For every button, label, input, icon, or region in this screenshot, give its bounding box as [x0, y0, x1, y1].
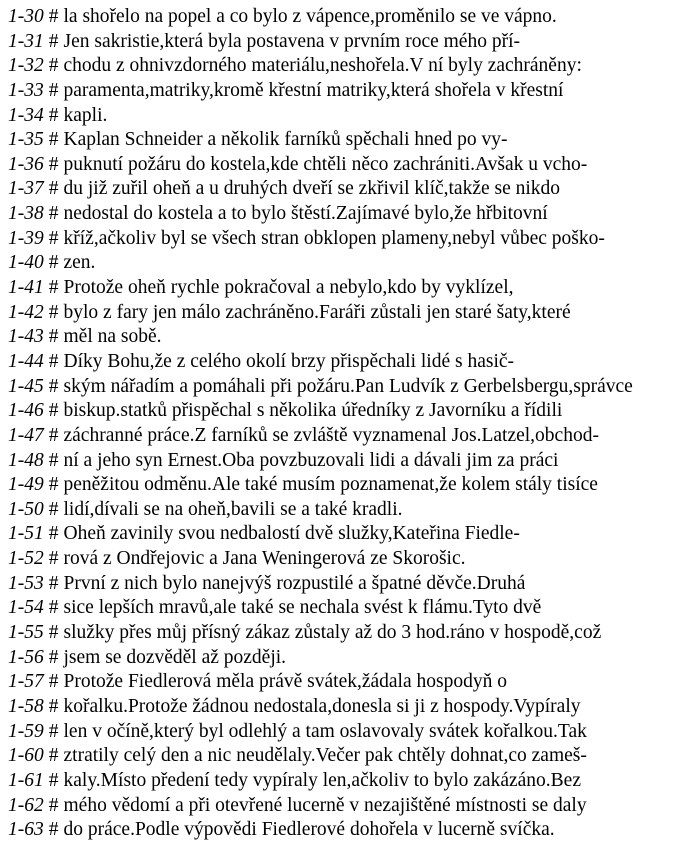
text-line	[8, 449, 696, 474]
text-line	[8, 547, 696, 572]
text-line	[8, 818, 696, 843]
line-text: Oheň zavinily svou nedbalostí dvě služky,Kateřina Fiedle-	[63, 523, 520, 545]
line-separator: #	[48, 6, 59, 27]
line-number: 1-33	[8, 79, 44, 101]
text-line	[8, 325, 696, 350]
text-line	[8, 202, 696, 227]
line-number: 1-41	[8, 277, 44, 299]
line-text: záchranné práce.Z farníků se zvláště vyznamenal Jos.Latzel,obchod-	[63, 424, 599, 446]
line-separator: #	[48, 671, 59, 693]
line-text: Jen sakristie,která byla postavena v prvním roce mého pří-	[63, 30, 520, 52]
text-line	[8, 670, 696, 695]
line-text: sice lepších mravů,ale také se nechala svést k flámu.Tyto dvě	[63, 597, 542, 619]
line-text: kříž,ačkoliv byl se všech stran obklopen plameny,nebyl vůbec poško-	[63, 227, 605, 249]
text-line	[8, 153, 696, 178]
line-text: chodu z ohnivzdorného materiálu,neshořela.V ní byly zachráněny:	[63, 55, 582, 77]
line-number: 1-37	[8, 178, 44, 200]
line-text: len v očíně,který byl odlehlý a tam oslavovaly svátek kořalkou.Tak	[63, 720, 587, 742]
line-text: peněžitou odměnu.Ale také musím poznamenat,že kolem stály tisíce	[63, 474, 598, 496]
line-separator: #	[48, 695, 59, 717]
text-line	[8, 227, 696, 252]
line-text: bylo z fary jen málo zachráněno.Faráři zůstali jen staré šaty,které	[63, 301, 571, 323]
line-text: Protože Fiedlerová měla právě svátek,žádala hospodyň o	[63, 671, 507, 693]
line-separator: #	[48, 252, 59, 274]
line-separator: #	[48, 474, 59, 496]
line-text: kaly.Místo předení tedy vypíraly len,ačkoliv to bylo zakázáno.Bez	[63, 769, 581, 791]
line-number: 1-48	[8, 449, 44, 471]
line-number: 1-56	[8, 646, 44, 668]
text-line	[8, 695, 696, 720]
line-number: 1-62	[8, 794, 44, 816]
line-text: lidí,dívali se na oheň,bavili se a také kradli.	[63, 498, 403, 520]
line-separator: #	[48, 424, 59, 446]
text-lines-container	[8, 5, 696, 843]
line-text: mého vědomí a při otevřené lucerně v nezajištěné místnosti se daly	[63, 794, 587, 816]
line-separator: #	[48, 79, 59, 101]
line-separator: #	[48, 548, 59, 570]
text-line	[8, 473, 696, 498]
line-separator: #	[48, 622, 59, 644]
line-text: la shořelo na popel a co bylo z vápence,proměnilo se ve vápno.	[63, 6, 557, 27]
line-separator: #	[48, 153, 59, 175]
line-number: 1-44	[8, 350, 44, 372]
line-separator: #	[48, 301, 59, 323]
line-number: 1-51	[8, 523, 44, 545]
text-line	[8, 128, 696, 153]
line-number: 1-63	[8, 819, 44, 841]
line-text: kapli.	[63, 104, 108, 126]
text-line	[8, 424, 696, 449]
line-number: 1-38	[8, 203, 44, 225]
line-text: ní a jeho syn Ernest.Oba povzbuzovali lidi a dávali jim za práci	[63, 449, 559, 471]
text-line	[8, 572, 696, 597]
text-line	[8, 104, 696, 129]
line-separator: #	[48, 400, 59, 422]
line-separator: #	[48, 104, 59, 126]
line-separator: #	[48, 745, 59, 767]
text-line	[8, 596, 696, 621]
line-number: 1-49	[8, 474, 44, 496]
line-text: První z nich bylo nanejvýš rozpustilé a špatné děvče.Druhá	[63, 572, 526, 594]
line-number: 1-57	[8, 671, 44, 693]
line-separator: #	[48, 203, 59, 225]
line-number: 1-36	[8, 153, 44, 175]
line-number: 1-42	[8, 301, 44, 323]
line-separator: #	[48, 794, 59, 816]
line-number: 1-31	[8, 30, 44, 52]
line-number: 1-40	[8, 252, 44, 274]
line-separator: #	[48, 55, 59, 77]
text-line	[8, 276, 696, 301]
line-text: ským nářadím a pomáhali při požáru.Pan Ludvík z Gerbelsbergu,správce	[63, 375, 633, 397]
line-number: 1-60	[8, 745, 44, 767]
line-separator: #	[48, 326, 59, 348]
line-text: du již zuřil oheň a u druhých dveří se zkřivil klíč,takže se nikdo	[63, 178, 561, 200]
line-text: biskup.statků přispěchal s několika úředníky z Javorníku a řídili	[63, 400, 563, 422]
line-text: Kaplan Schneider a několik farníků spěchali hned po vy-	[63, 129, 508, 151]
line-number: 1-50	[8, 498, 44, 520]
text-line	[8, 621, 696, 646]
text-line	[8, 744, 696, 769]
text-line	[8, 30, 696, 55]
line-text: nedostal do kostela a to bylo štěstí.Zajímavé bylo,že hřbitovní	[63, 203, 548, 225]
text-line	[8, 79, 696, 104]
text-line	[8, 5, 696, 30]
text-line	[8, 251, 696, 276]
line-separator: #	[48, 819, 59, 841]
text-line	[8, 646, 696, 671]
text-line	[8, 54, 696, 79]
line-separator: #	[48, 375, 59, 397]
line-separator: #	[48, 597, 59, 619]
line-number: 1-35	[8, 129, 44, 151]
line-number: 1-34	[8, 104, 44, 126]
line-separator: #	[48, 449, 59, 471]
line-separator: #	[48, 523, 59, 545]
line-separator: #	[48, 129, 59, 151]
line-number: 1-52	[8, 548, 44, 570]
line-text: paramenta,matriky,kromě křestní matriky,která shořela v křestní	[63, 79, 564, 101]
line-text: puknutí požáru do kostela,kde chtěli něco zachrániti.Avšak u vcho-	[63, 153, 588, 175]
line-text: zen.	[63, 252, 96, 274]
line-text: jsem se dozvěděl až později.	[63, 646, 287, 668]
line-separator: #	[48, 350, 59, 372]
line-number: 1-39	[8, 227, 44, 249]
text-line	[8, 794, 696, 819]
text-line	[8, 399, 696, 424]
line-text: měl na sobě.	[63, 326, 162, 348]
line-number: 1-43	[8, 326, 44, 348]
line-number: 1-30	[8, 6, 44, 27]
line-separator: #	[48, 572, 59, 594]
text-line	[8, 720, 696, 745]
line-number: 1-59	[8, 720, 44, 742]
line-text: do práce.Podle výpovědi Fiedlerové dohořela v lucerně svíčka.	[63, 819, 555, 841]
line-number: 1-55	[8, 622, 44, 644]
line-separator: #	[48, 646, 59, 668]
line-number: 1-47	[8, 424, 44, 446]
text-line	[8, 375, 696, 400]
text-line	[8, 769, 696, 794]
text-line	[8, 301, 696, 326]
line-text: Díky Bohu,že z celého okolí brzy přispěchali lidé s hasič-	[63, 350, 515, 372]
line-number: 1-45	[8, 375, 44, 397]
line-text: služky přes můj přísný zákaz zůstaly až do 3 hod.ráno v hospodě,což	[63, 622, 602, 644]
line-separator: #	[48, 178, 59, 200]
line-number: 1-61	[8, 769, 44, 791]
text-line	[8, 522, 696, 547]
line-number: 1-53	[8, 572, 44, 594]
line-separator: #	[48, 277, 59, 299]
line-separator: #	[48, 720, 59, 742]
text-line	[8, 498, 696, 523]
line-text: rová z Ondřejovic a Jana Weningerová ze Skorošic.	[63, 548, 466, 570]
line-text: kořalku.Protože žádnou nedostala,donesla si ji z hospody.Vypíraly	[63, 695, 581, 717]
text-line	[8, 350, 696, 375]
line-number: 1-54	[8, 597, 44, 619]
line-text: Protože oheň rychle pokračoval a nebylo,kdo by vyklízel,	[63, 277, 514, 299]
line-separator: #	[48, 498, 59, 520]
line-separator: #	[48, 227, 59, 249]
line-number: 1-58	[8, 695, 44, 717]
line-text: ztratily celý den a nic neudělaly.Večer pak chtěly dohnat,co zameš-	[63, 745, 587, 767]
line-number: 1-32	[8, 55, 44, 77]
line-separator: #	[48, 30, 59, 52]
line-number: 1-46	[8, 400, 44, 422]
text-line	[8, 177, 696, 202]
line-separator: #	[48, 769, 59, 791]
